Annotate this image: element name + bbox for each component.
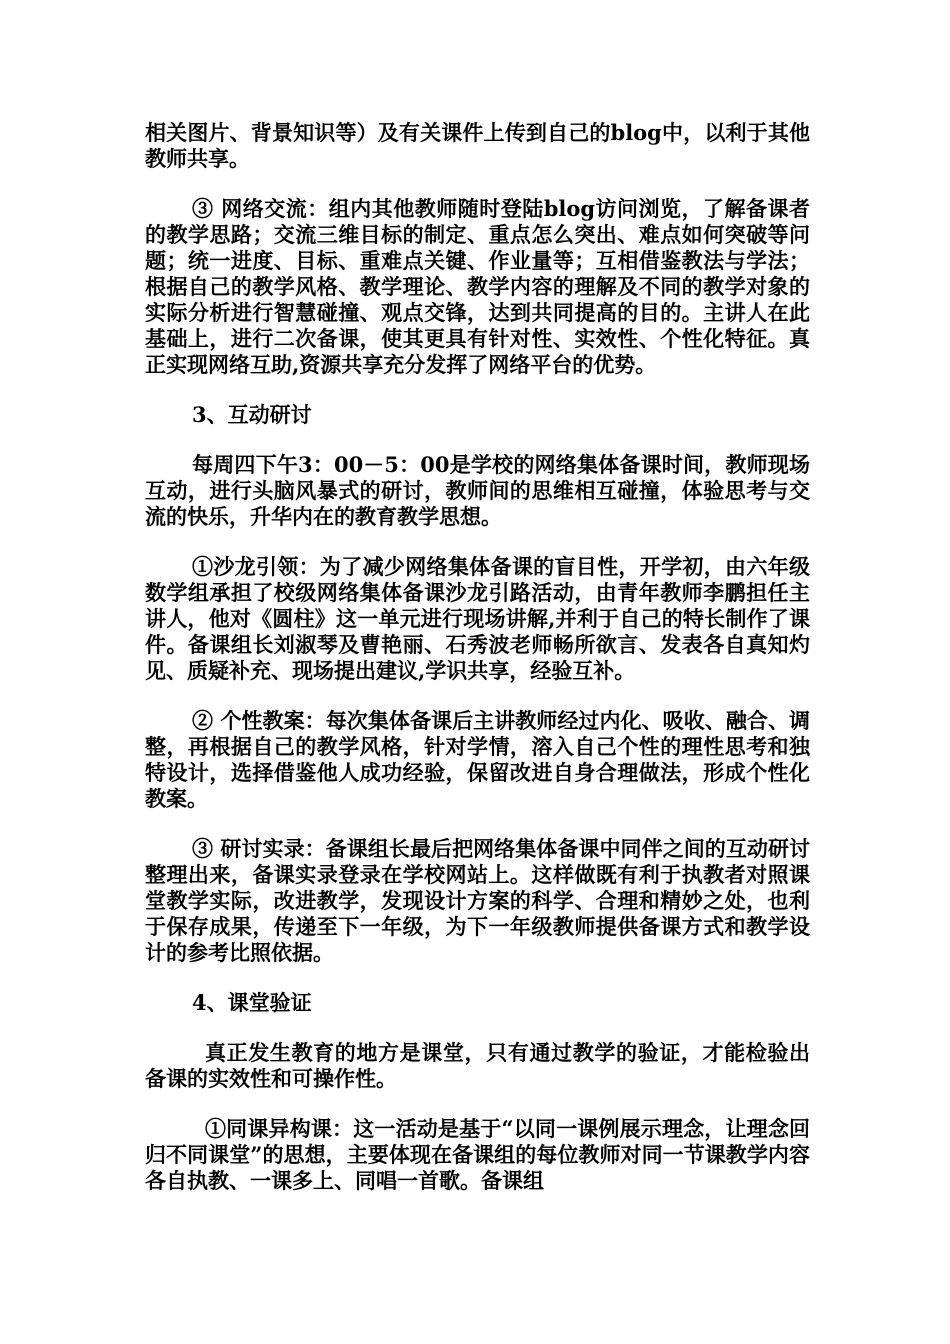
paragraph-network-exchange: ③ 网络交流：组内其他教师随时登陆blog访问浏览，了解备课者的教学思路；交流三维目标的制定、重点怎么突出、难点如何突破等问题；统一进度、目标、重难点关键、作业量等；互相借鉴教法与学法；根据自己的教学风格、教学理论、教学内容的理解及不同的教学对象的实际分析进行智慧碰撞、观点交锋，达到共同提高的目的。主讲人在此基础上，进行二次备课，使其更具有针对性、实效性、个性化特征。真正实现网络互助,资源共享充分发挥了网络平台的优势。 (145, 196, 810, 377)
paragraph-weekly-schedule: 每周四下午3：00－5：00是学校的网络集体备课时间，教师现场互动，进行头脑风暴式的研讨，教师间的思维相互碰撞，体验思考与交流的快乐，升华内在的教育教学思想。 (145, 452, 810, 529)
paragraph-personal-lesson-plan: ② 个性教案：每次集体备课后主讲教师经过内化、吸收、融合、调整，再根据自己的教学风格，针对学情，溶入自己个性的理性思考和独特设计，选择借鉴他人成功经验，保留改进自身合理做法，形成个性化教案。 (145, 708, 810, 811)
paragraph-same-lesson-different-design: ①同课异构课：这一活动是基于“以同一课例展示理念，让理念回归不同课堂”的思想，主要体现在备课组的每位教师对同一节课教学内容各自执教、一课多上、同唱一首歌。备课组 (145, 1116, 810, 1193)
paragraph-salon-guidance: ①沙龙引领：为了减少网络集体备课的盲目性，开学初，由六年级数学组承担了校级网络集体备课沙龙引路活动，由青年教师李鹏担任主讲人，他对《圆柱》这一单元进行现场讲解,并利于自己的特长制作了课件。备课组长刘淑琴及曹艳丽、石秀波老师畅所欲言、发表各自真知灼见、质疑补充、现场提出建议,学识共享，经验互补。 (145, 554, 810, 683)
paragraph-continuation: 相关图片、背景知识等）及有关课件上传到自己的blog中，以利于其他教师共享。 (145, 120, 810, 171)
section-heading-classroom-verification: 4、课堂验证 (192, 990, 312, 1015)
paragraph-discussion-record: ③ 研讨实录：备课组长最后把网络集体备课中同伴之间的互动研讨整理出来，备课实录登录在学校网站上。这样做既有利于执教者对照课堂教学实际，改进教学，发现设计方案的科学、合理和精妙之处，也利于保存成果，传递至下一年级，为下一年级教师提供备课方式和教学设计的参考比照依据。 (145, 836, 810, 965)
body-text (145, 120, 810, 1194)
section-heading-interactive-discussion: 3、互动研讨 (192, 402, 312, 427)
paragraph-classroom-intro: 真正发生教育的地方是课堂，只有通过教学的验证，才能检验出备课的实效性和可操作性。 (145, 1040, 810, 1091)
